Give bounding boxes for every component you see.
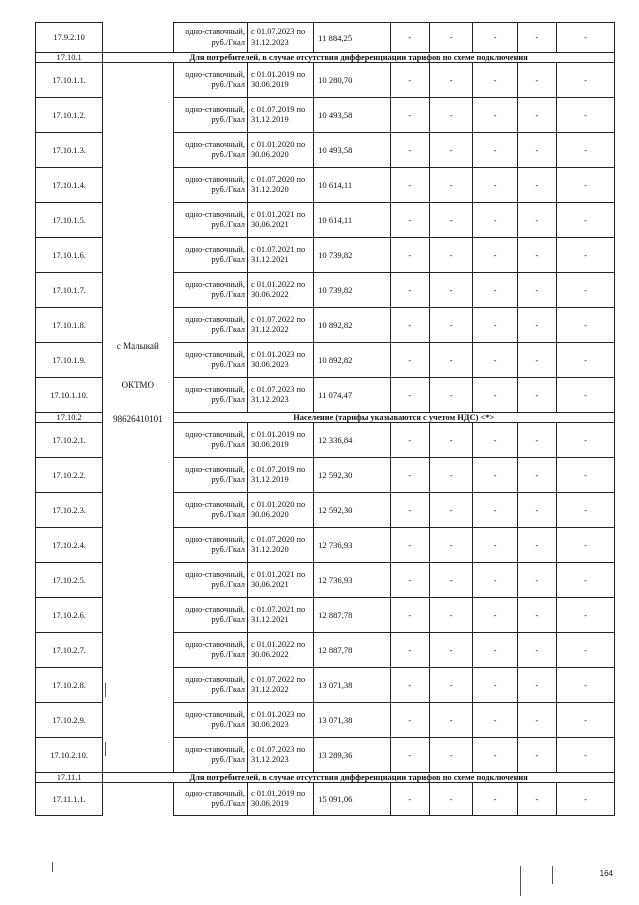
scan-mark <box>105 742 106 756</box>
tariff-value: 12 887,78 <box>314 633 391 668</box>
empty-dash: - <box>390 528 429 563</box>
tariff-value: 13 289,36 <box>314 738 391 773</box>
empty-dash: - <box>429 703 472 738</box>
empty-dash: - <box>557 458 615 493</box>
empty-dash: - <box>473 273 517 308</box>
empty-dash: - <box>429 633 472 668</box>
empty-dash: - <box>557 423 615 458</box>
period-cell: с 01.07.2022 по 31.12.2022 <box>247 308 313 343</box>
unit-cell: одно-ставочный, руб./Гкал <box>173 238 247 273</box>
tariff-value: 10 280,70 <box>314 63 391 98</box>
empty-dash: - <box>473 458 517 493</box>
unit-cell: одно-ставочный, руб./Гкал <box>173 738 247 773</box>
period-cell: с 01.01.2019 по 30.06.2019 <box>247 423 313 458</box>
empty-dash: - <box>473 423 517 458</box>
empty-dash: - <box>557 493 615 528</box>
empty-dash: - <box>517 308 556 343</box>
empty-dash: - <box>517 528 556 563</box>
period-cell: с 01.01.2020 по 30.06.2020 <box>247 493 313 528</box>
empty-dash: - <box>390 563 429 598</box>
scan-mark <box>552 866 553 884</box>
page-number: 164 <box>599 869 613 878</box>
empty-dash: - <box>429 563 472 598</box>
empty-dash: - <box>557 98 615 133</box>
empty-dash: - <box>473 633 517 668</box>
empty-dash: - <box>557 563 615 598</box>
section-row <box>36 53 615 63</box>
period-cell: с 01.01.2021 по 30.06.2021 <box>247 203 313 238</box>
tariff-value: 12 592,30 <box>314 493 391 528</box>
period-cell: с 01.07.2023 по 31.12.2023 <box>247 23 313 53</box>
empty-dash: - <box>517 168 556 203</box>
empty-dash: - <box>557 783 615 816</box>
period-cell: с 01.07.2020 по 31.12.2020 <box>247 528 313 563</box>
table-row <box>36 63 615 98</box>
section-title: Для потребителей, в случае отсутствия дифференциации тарифов по схеме подключения <box>103 53 615 63</box>
unit-cell: одно-ставочный, руб./Гкал <box>173 423 247 458</box>
empty-dash: - <box>517 273 556 308</box>
tariff-value: 11 074,47 <box>314 378 391 413</box>
period-cell: с 01.01.2022 по 30.06.2022 <box>247 273 313 308</box>
empty-dash: - <box>390 133 429 168</box>
empty-dash: - <box>390 738 429 773</box>
empty-dash: - <box>473 598 517 633</box>
empty-dash: - <box>473 168 517 203</box>
location-line2: ОКТМО <box>121 380 155 390</box>
location-cell <box>103 783 173 816</box>
unit-cell: одно-ставочный, руб./Гкал <box>173 168 247 203</box>
empty-dash: - <box>429 23 472 53</box>
empty-dash: - <box>557 378 615 413</box>
empty-dash: - <box>473 703 517 738</box>
tariff-value: 10 892,82 <box>314 343 391 378</box>
empty-dash: - <box>557 23 615 53</box>
unit-cell: одно-ставочный, руб./Гкал <box>173 563 247 598</box>
empty-dash: - <box>429 203 472 238</box>
empty-dash: - <box>429 783 472 816</box>
tariff-value: 12 736,93 <box>314 563 391 598</box>
empty-dash: - <box>557 528 615 563</box>
empty-dash: - <box>517 783 556 816</box>
empty-dash: - <box>473 203 517 238</box>
empty-dash: - <box>429 738 472 773</box>
section-title: Для потребителей, в случае отсутствия дифференциации тарифов по схеме подключения <box>103 773 615 783</box>
row-number: 17.11.1.1. <box>36 783 103 816</box>
empty-dash: - <box>429 423 472 458</box>
row-number: 17.11.1 <box>36 773 103 783</box>
unit-cell: одно-ставочный, руб./Гкал <box>173 493 247 528</box>
empty-dash: - <box>517 563 556 598</box>
unit-cell: одно-ставочный, руб./Гкал <box>173 668 247 703</box>
row-number: 17.10.2 <box>36 413 103 423</box>
tariff-value: 12 736,93 <box>314 528 391 563</box>
empty-dash: - <box>429 308 472 343</box>
section-row <box>36 773 615 783</box>
empty-dash: - <box>517 703 556 738</box>
empty-dash: - <box>390 98 429 133</box>
unit-cell: одно-ставочный, руб./Гкал <box>173 458 247 493</box>
empty-dash: - <box>517 458 556 493</box>
row-number: 17.10.1.10. <box>36 378 103 413</box>
row-number: 17.10.2.9. <box>36 703 103 738</box>
empty-dash: - <box>557 203 615 238</box>
row-number: 17.10.2.10. <box>36 738 103 773</box>
unit-cell: одно-ставочный, руб./Гкал <box>173 23 247 53</box>
scan-mark <box>105 683 106 697</box>
period-cell: с 01.07.2019 по 31.12.2019 <box>247 98 313 133</box>
empty-dash: - <box>429 458 472 493</box>
row-number: 17.10.1.3. <box>36 133 103 168</box>
row-number: 17.10.1.2. <box>36 98 103 133</box>
empty-dash: - <box>473 493 517 528</box>
empty-dash: - <box>390 63 429 98</box>
row-number: 17.10.1.4. <box>36 168 103 203</box>
unit-cell: одно-ставочный, руб./Гкал <box>173 703 247 738</box>
tariff-value: 13 071,38 <box>314 668 391 703</box>
empty-dash: - <box>390 783 429 816</box>
row-number: 17.10.1.7. <box>36 273 103 308</box>
empty-dash: - <box>429 493 472 528</box>
row-number: 17.10.1.6. <box>36 238 103 273</box>
period-cell: с 01.07.2020 по 31.12.2020 <box>247 168 313 203</box>
empty-dash: - <box>517 378 556 413</box>
row-number: 17.10.2.3. <box>36 493 103 528</box>
empty-dash: - <box>390 308 429 343</box>
empty-dash: - <box>429 98 472 133</box>
table-row <box>36 23 615 53</box>
empty-dash: - <box>390 458 429 493</box>
period-cell: с 01.07.2021 по 31.12.2021 <box>247 238 313 273</box>
empty-dash: - <box>473 308 517 343</box>
scan-mark <box>520 866 521 896</box>
empty-dash: - <box>390 168 429 203</box>
empty-dash: - <box>517 63 556 98</box>
unit-cell: одно-ставочный, руб./Гкал <box>173 528 247 563</box>
tariff-value: 11 884,25 <box>314 23 391 53</box>
period-cell: с 01.07.2022 по 31.12.2022 <box>247 668 313 703</box>
empty-dash: - <box>517 738 556 773</box>
empty-dash: - <box>517 343 556 378</box>
unit-cell: одно-ставочный, руб./Гкал <box>173 98 247 133</box>
period-cell: с 01.07.2023 по 31.12.2023 <box>247 738 313 773</box>
empty-dash: - <box>473 343 517 378</box>
empty-dash: - <box>473 378 517 413</box>
tariff-value: 12 592,30 <box>314 458 391 493</box>
tariff-value: 10 739,82 <box>314 273 391 308</box>
unit-cell: одно-ставочный, руб./Гкал <box>173 133 247 168</box>
empty-dash: - <box>517 133 556 168</box>
empty-dash: - <box>557 308 615 343</box>
empty-dash: - <box>429 668 472 703</box>
row-number: 17.10.2.2. <box>36 458 103 493</box>
unit-cell: одно-ставочный, руб./Гкал <box>173 378 247 413</box>
unit-cell: одно-ставочный, руб./Гкал <box>173 63 247 98</box>
row-number: 17.10.2.7. <box>36 633 103 668</box>
empty-dash: - <box>429 168 472 203</box>
period-cell: с 01.07.2019 по 31.12.2019 <box>247 458 313 493</box>
empty-dash: - <box>429 343 472 378</box>
unit-cell: одно-ставочный, руб./Гкал <box>173 273 247 308</box>
tariff-table <box>35 22 615 816</box>
empty-dash: - <box>473 63 517 98</box>
empty-dash: - <box>473 738 517 773</box>
row-number: 17.10.1.9. <box>36 343 103 378</box>
empty-dash: - <box>557 633 615 668</box>
row-number: 17.10.1.5. <box>36 203 103 238</box>
tariff-value: 10 614,11 <box>314 203 391 238</box>
empty-dash: - <box>429 528 472 563</box>
empty-dash: - <box>429 63 472 98</box>
empty-dash: - <box>517 23 556 53</box>
location-cell <box>103 23 173 53</box>
empty-dash: - <box>557 133 615 168</box>
row-number: 17.10.1.1. <box>36 63 103 98</box>
period-cell: с 01.01.2023 по 30.06.2023 <box>247 703 313 738</box>
empty-dash: - <box>473 783 517 816</box>
row-number: 17.10.2.4. <box>36 528 103 563</box>
tariff-value: 13 071,38 <box>314 703 391 738</box>
empty-dash: - <box>429 273 472 308</box>
empty-dash: - <box>517 493 556 528</box>
row-number: 17.10.2.6. <box>36 598 103 633</box>
period-cell: с 01.01.2021 по 30.06.2021 <box>247 563 313 598</box>
empty-dash: - <box>473 23 517 53</box>
row-number: 17.10.2.1. <box>36 423 103 458</box>
empty-dash: - <box>390 598 429 633</box>
period-cell: с 01.07.2021 по 31.12.2021 <box>247 598 313 633</box>
empty-dash: - <box>473 133 517 168</box>
period-cell: с 01.01.2022 по 30.06.2022 <box>247 633 313 668</box>
empty-dash: - <box>429 378 472 413</box>
empty-dash: - <box>390 343 429 378</box>
empty-dash: - <box>557 738 615 773</box>
empty-dash: - <box>390 273 429 308</box>
empty-dash: - <box>517 668 556 703</box>
empty-dash: - <box>473 563 517 598</box>
row-number: 17.10.2.8. <box>36 668 103 703</box>
row-number: 17.10.2.5. <box>36 563 103 598</box>
empty-dash: - <box>517 423 556 458</box>
location-cell <box>103 63 173 773</box>
empty-dash: - <box>473 98 517 133</box>
row-number: 17.10.1 <box>36 53 103 63</box>
table-row <box>36 783 615 816</box>
empty-dash: - <box>557 703 615 738</box>
empty-dash: - <box>517 203 556 238</box>
tariff-value: 12 887,78 <box>314 598 391 633</box>
empty-dash: - <box>390 633 429 668</box>
empty-dash: - <box>557 168 615 203</box>
empty-dash: - <box>557 343 615 378</box>
unit-cell: одно-ставочный, руб./Гкал <box>173 598 247 633</box>
empty-dash: - <box>557 668 615 703</box>
period-cell: с 01.01.2019 по 30.06.2019 <box>247 63 313 98</box>
section-title: Население (тарифы указываются с учетом НДС) <*> <box>173 413 615 423</box>
empty-dash: - <box>390 238 429 273</box>
unit-cell: одно-ставочный, руб./Гкал <box>173 203 247 238</box>
tariff-value: 10 493,58 <box>314 133 391 168</box>
row-number: 17.9.2.10 <box>36 23 103 53</box>
empty-dash: - <box>557 63 615 98</box>
tariff-value: 15 091,06 <box>314 783 391 816</box>
empty-dash: - <box>429 598 472 633</box>
tariff-value: 10 493,58 <box>314 98 391 133</box>
tariff-value: 10 892,82 <box>314 308 391 343</box>
period-cell: с 01.01.2019 по 30.06.2019 <box>247 783 313 816</box>
empty-dash: - <box>390 203 429 238</box>
scan-mark <box>52 862 53 872</box>
unit-cell: одно-ставочный, руб./Гкал <box>173 308 247 343</box>
empty-dash: - <box>557 273 615 308</box>
empty-dash: - <box>429 238 472 273</box>
empty-dash: - <box>390 703 429 738</box>
empty-dash: - <box>517 633 556 668</box>
empty-dash: - <box>429 133 472 168</box>
period-cell: с 01.07.2023 по 31.12.2023 <box>247 378 313 413</box>
period-cell: с 01.01.2020 по 30.06.2020 <box>247 133 313 168</box>
empty-dash: - <box>390 378 429 413</box>
row-number: 17.10.1.8. <box>36 308 103 343</box>
tariff-table-body <box>36 23 615 816</box>
empty-dash: - <box>390 668 429 703</box>
tariff-value: 12 336,84 <box>314 423 391 458</box>
empty-dash: - <box>390 493 429 528</box>
empty-dash: - <box>557 598 615 633</box>
location-line3: 98626410101 <box>113 414 163 424</box>
empty-dash: - <box>473 668 517 703</box>
period-cell: с 01.01.2023 по 30.06.2023 <box>247 343 313 378</box>
unit-cell: одно-ставочный, руб./Гкал <box>173 633 247 668</box>
unit-cell: одно-ставочный, руб./Гкал <box>173 343 247 378</box>
empty-dash: - <box>517 238 556 273</box>
empty-dash: - <box>473 528 517 563</box>
location-line1: с Малыкай <box>116 341 159 351</box>
empty-dash: - <box>517 98 556 133</box>
empty-dash: - <box>557 238 615 273</box>
unit-cell: одно-ставочный, руб./Гкал <box>173 783 247 816</box>
tariff-value: 10 614,11 <box>314 168 391 203</box>
empty-dash: - <box>390 23 429 53</box>
tariff-value: 10 739,82 <box>314 238 391 273</box>
empty-dash: - <box>473 238 517 273</box>
empty-dash: - <box>517 598 556 633</box>
empty-dash: - <box>390 423 429 458</box>
